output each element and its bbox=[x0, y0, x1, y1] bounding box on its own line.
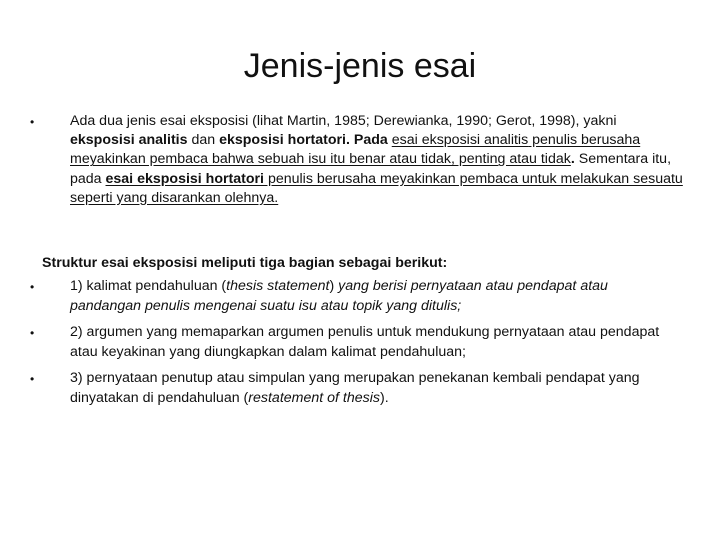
term-analitis: eksposisi analitis bbox=[70, 132, 188, 149]
underlined-analitis-text: penulis berusaha meyakinkan pembaca bahwa sebuah isu itu benar atau tidak, penting atau tidak bbox=[70, 132, 641, 168]
bullet-icon: • bbox=[30, 115, 35, 129]
item3-italic: restatement of thesis bbox=[248, 389, 380, 406]
list-item bbox=[30, 323, 680, 362]
list-item bbox=[30, 369, 680, 408]
list-item-text bbox=[70, 369, 680, 408]
item3-prefix: 3) pernyataan penutup atau simpulan yang merupakan penekanan kembali pendapat yang dinyatakan di pendahuluan ( bbox=[70, 370, 640, 406]
intro-paragraph bbox=[30, 112, 685, 208]
underlined-hortatori-text: penulis berusaha meyakinkan pembaca untuk melakukan sesuatu seperti yang disarankan olehnya. bbox=[70, 170, 683, 206]
intro-text bbox=[70, 112, 685, 208]
structure-list bbox=[30, 277, 680, 415]
bullet-icon: • bbox=[30, 372, 35, 386]
intro-text-9: Sementara itu, pada bbox=[70, 151, 672, 187]
intro-text-3: dan bbox=[187, 132, 220, 149]
item1-mid: ) bbox=[329, 278, 339, 294]
list-item-text bbox=[70, 277, 680, 316]
structure-heading: Struktur esai eksposisi meliputi tiga bagian sebagai berikut: bbox=[42, 255, 448, 271]
term-hortatori: eksposisi hortatori bbox=[219, 132, 346, 149]
item3-suffix: ). bbox=[379, 389, 389, 406]
intro-text-5: . Pada bbox=[346, 132, 392, 149]
slide-title: Jenis-jenis esai bbox=[243, 47, 477, 85]
underlined-hortatori-label: esai eksposisi hortatori bbox=[105, 170, 265, 187]
bullet-icon: • bbox=[30, 326, 35, 340]
item1-italic-desc: yang berisi pernyataan atau pendapat atau pandangan penulis mengenai suatu isu atau topik yang ditulis; bbox=[70, 278, 608, 314]
item1-prefix: 1) kalimat pendahuluan ( bbox=[70, 278, 227, 294]
list-item-text: 2) argumen yang memaparkan argumen penulis untuk mendukung pernyataan atau pendapat atau keyakinan yang diungkapkan dalam kalimat pendahuluan; bbox=[70, 324, 660, 360]
item1-italic-thesis: thesis statement bbox=[226, 278, 330, 294]
bullet-icon: • bbox=[30, 280, 35, 294]
intro-text-1: Ada dua jenis esai eksposisi (lihat Martin, 1985; Derewianka, 1990; Gerot, 1998), yakni bbox=[70, 113, 617, 129]
intro-bullet-row bbox=[30, 112, 685, 208]
list-item bbox=[30, 277, 680, 316]
period-mark: . bbox=[570, 151, 575, 168]
underlined-analitis-label: esai eksposisi analitis bbox=[391, 132, 529, 149]
